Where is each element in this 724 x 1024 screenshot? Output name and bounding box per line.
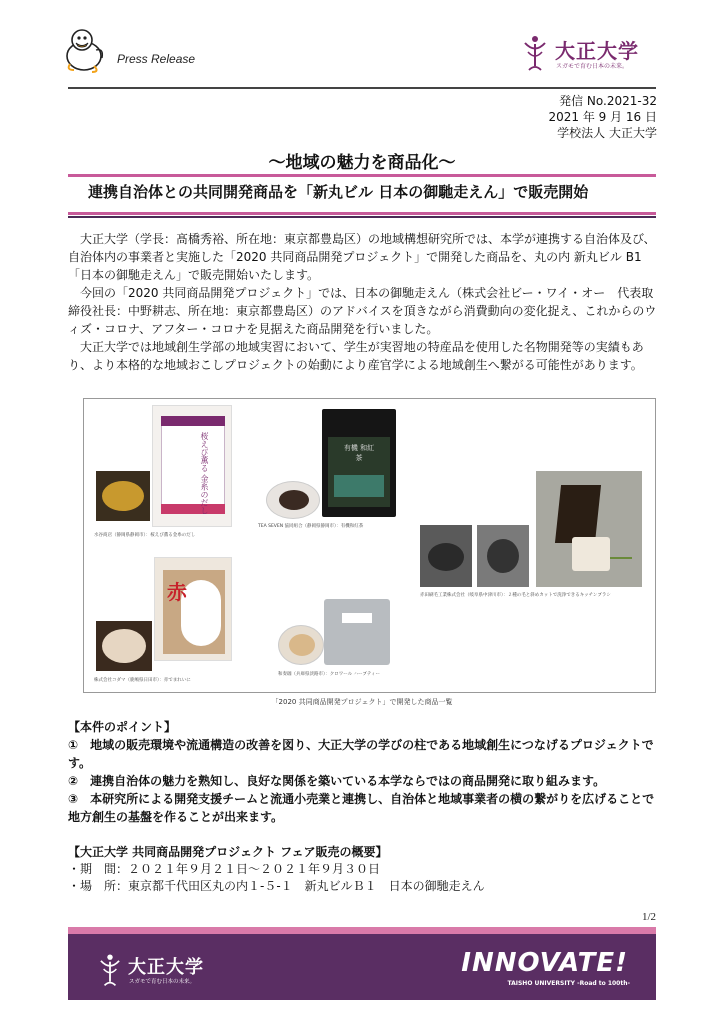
- subhead-bar-dark: [68, 216, 656, 218]
- fair-overview-heading: 【大正大学 共同商品開発プロジェクト フェア販売の概要】: [68, 845, 388, 859]
- caption-dashi: 水谷商店（静岡県静岡市）：桜えび薫る金糸のだし: [94, 533, 196, 538]
- subhead-bar-pink: [68, 212, 656, 215]
- photo-brush-use-1: [420, 525, 472, 587]
- body-paragraph-3: 大正大学では地域創生学部の地域実習において、学生が実習地の特産品を使用した名物開発等の実績もあり、より本格的な地域おこしプロジェクトの始動により産官学による地域創生へ繋がる可能性があります。: [68, 340, 644, 372]
- key-points: [68, 718, 658, 826]
- caption-herbtea: 和奏珈（兵庫県淡路市）：クロワール ハーブティー: [278, 672, 381, 677]
- subhead: 連携自治体との共同開発商品を「新丸ビル 日本の御馳走えん」で販売開始: [88, 183, 589, 201]
- document-meta: [548, 93, 657, 141]
- fair-period: ・期 間：２０２１年９月２１日～２０２１年９月３０日: [68, 862, 381, 876]
- footer-university-tagline: スガモで育む日本の未来。: [129, 979, 196, 985]
- page-number: 1/2: [641, 911, 656, 923]
- photo-tea-package: [322, 409, 396, 517]
- dashi-package-label: 桜えび薫る 金糸のだし: [200, 432, 209, 515]
- innovate-slogan: INNOVATE!: [461, 948, 628, 978]
- key-point-2: ② 連携自治体の魅力を熟知し、良好な関係を築いている本学ならではの商品開発に取り組みます。: [68, 774, 606, 788]
- university-name: 大正大学: [555, 39, 639, 63]
- footer-university-logo: [98, 949, 228, 989]
- press-release-label: Press Release: [117, 52, 196, 66]
- caption-brush: 赤田刷毛工業株式会社（岐阜県中津川市）：２種の毛と斜めカットで洗浄できるキッチンブラシ: [420, 593, 611, 598]
- document-issuer: 学校法人 大正大学: [557, 126, 657, 140]
- photo-brush-product: [536, 471, 642, 587]
- product-photo-collage: [83, 398, 656, 693]
- footer-stripe: [68, 927, 656, 934]
- footer-emblem-icon: [98, 949, 122, 989]
- body-text: [68, 230, 658, 374]
- footer-banner: [68, 934, 656, 1000]
- duck-mascot-icon: [62, 26, 106, 74]
- document-number: 発信 No.2021-32: [559, 94, 657, 108]
- caption-red: 株式会社コダマ（鹿嶋県日田市）：赤でまれいに: [94, 678, 191, 683]
- headline-bar-pink: [68, 174, 656, 177]
- headline: ～地域の魅力を商品化～: [268, 153, 456, 173]
- footer-university-name: 大正大学: [128, 957, 204, 978]
- photo-red-package: [154, 557, 232, 661]
- fair-overview: [68, 844, 658, 895]
- photo-herbtea-cup: [278, 625, 324, 665]
- header-rule: [68, 87, 656, 89]
- photo-dashi-package: [152, 405, 232, 527]
- key-points-heading: 【本件のポイント】: [68, 720, 177, 734]
- body-paragraph-2: 今回の「2020 共同商品開発プロジェクト」では、日本の御馳走えん（株式会社ビー・ワイ・オー 代表取締役社長：中野耕志、所在地：東京都豊島区）のアドバイスを頂きながら消費動向の変化捉え、これからのウィズ・コロナ、アフター・コロナを見据えた商品開発を行いました。: [68, 286, 657, 336]
- photo-brush-use-2: [477, 525, 529, 587]
- photo-herbtea-package: [324, 599, 390, 665]
- header: [0, 0, 724, 92]
- university-tagline: スガモで育む日本の未来。: [556, 63, 629, 70]
- photo-dashi-cooking: [96, 471, 150, 521]
- key-point-1: ① 地域の販売環境や流通構造の改善を図り、大正大学の学びの柱である地域創生につなげるプロジェクトです。: [68, 738, 654, 770]
- fair-place: ・場 所：東京都千代田区丸の内１-５-１ 新丸ビルＢ１ 日本の御馳走えん: [68, 879, 485, 893]
- innovate-tagline: TAISHO UNIVERSITY -Road to 100th-: [507, 980, 630, 987]
- photo-collage-caption: 「2020 共同商品開発プロジェクト」で開発した商品一覧: [271, 698, 453, 706]
- document-date: 2021 年 9 月 16 日: [548, 110, 657, 124]
- photo-red-rice: [96, 621, 152, 671]
- tea-package-label: 有機 和紅茶: [343, 444, 375, 462]
- red-package-label: 赤: [167, 580, 187, 604]
- caption-tea: TEA SEVEN 協同組合（静岡県静岡市）：有機和紅茶: [258, 524, 364, 529]
- university-emblem-icon: [522, 30, 548, 74]
- key-point-3: ③ 本研究所による開発支援チームと流通小売業と連携し、自治体と地域事業者の横の繋がりを広げることで地方創生の基盤を作ることが出来ます。: [68, 792, 655, 824]
- body-paragraph-1: 大正大学（学長：髙橋秀裕、所在地：東京都豊島区）の地域構想研究所では、本学が連携する自治体及び、自治体内の事業者と実施した「2020 共同商品開発プロジェクト」で開発した商品を、丸の内 新丸ビル B1「日本の御馳走えん」で販売開始いたします。: [68, 232, 656, 282]
- photo-tea-leaves: [266, 481, 320, 519]
- university-logo: [522, 30, 652, 74]
